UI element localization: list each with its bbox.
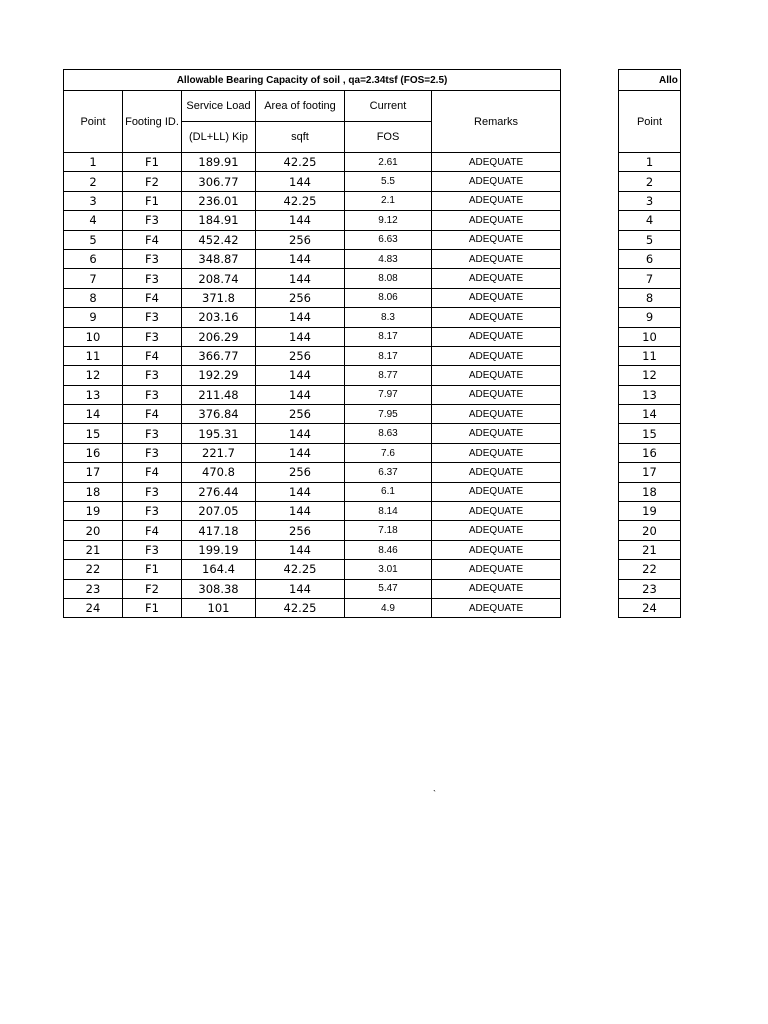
cell-fos: 4.9 bbox=[345, 598, 432, 617]
cell-remarks: ADEQUATE bbox=[432, 346, 561, 365]
cell-footing-id: F1 bbox=[123, 153, 182, 172]
side-table-row bbox=[619, 424, 681, 443]
side-cell-point: 20 bbox=[619, 521, 681, 540]
cell-area: 256 bbox=[256, 521, 345, 540]
header-point: Point bbox=[64, 91, 123, 153]
cell-point: 15 bbox=[64, 424, 123, 443]
cell-area: 144 bbox=[256, 540, 345, 559]
cell-footing-id: F2 bbox=[123, 579, 182, 598]
cell-remarks: ADEQUATE bbox=[432, 482, 561, 501]
cell-service-load: 236.01 bbox=[182, 191, 256, 210]
cell-service-load: 306.77 bbox=[182, 172, 256, 191]
cell-footing-id: F3 bbox=[123, 327, 182, 346]
table-row bbox=[64, 443, 561, 462]
side-cell-point: 3 bbox=[619, 191, 681, 210]
side-table-row bbox=[619, 230, 681, 249]
header-current: Current bbox=[345, 91, 432, 122]
cell-area: 256 bbox=[256, 463, 345, 482]
side-cell-point: 2 bbox=[619, 172, 681, 191]
cell-service-load: 376.84 bbox=[182, 405, 256, 424]
cell-footing-id: F4 bbox=[123, 405, 182, 424]
cell-remarks: ADEQUATE bbox=[432, 521, 561, 540]
table-row bbox=[64, 230, 561, 249]
cell-area: 256 bbox=[256, 405, 345, 424]
cell-footing-id: F3 bbox=[123, 424, 182, 443]
cell-area: 144 bbox=[256, 172, 345, 191]
cell-service-load: 208.74 bbox=[182, 269, 256, 288]
table-row bbox=[64, 346, 561, 365]
cell-service-load: 366.77 bbox=[182, 346, 256, 365]
cell-service-load: 101 bbox=[182, 598, 256, 617]
header-footing-id: Footing ID. bbox=[123, 91, 182, 153]
cell-remarks: ADEQUATE bbox=[432, 405, 561, 424]
header-remarks: Remarks bbox=[432, 91, 561, 153]
cell-area: 144 bbox=[256, 327, 345, 346]
side-table-row bbox=[619, 327, 681, 346]
cell-remarks: ADEQUATE bbox=[432, 502, 561, 521]
side-cell-point: 9 bbox=[619, 308, 681, 327]
table-row bbox=[64, 191, 561, 210]
cell-point: 4 bbox=[64, 211, 123, 230]
side-table-row bbox=[619, 598, 681, 617]
side-cell-point: 14 bbox=[619, 405, 681, 424]
side-table-row bbox=[619, 385, 681, 404]
cell-fos: 8.06 bbox=[345, 288, 432, 307]
cell-footing-id: F4 bbox=[123, 521, 182, 540]
cell-service-load: 203.16 bbox=[182, 308, 256, 327]
table-row bbox=[64, 308, 561, 327]
cell-point: 23 bbox=[64, 579, 123, 598]
cell-fos: 4.83 bbox=[345, 249, 432, 268]
side-table-row bbox=[619, 249, 681, 268]
table-row bbox=[64, 560, 561, 579]
side-table-row bbox=[619, 560, 681, 579]
cell-service-load: 199.19 bbox=[182, 540, 256, 559]
cell-footing-id: F3 bbox=[123, 366, 182, 385]
side-cell-point: 24 bbox=[619, 598, 681, 617]
cell-remarks: ADEQUATE bbox=[432, 443, 561, 462]
cell-point: 17 bbox=[64, 463, 123, 482]
side-table-row bbox=[619, 269, 681, 288]
side-table-row bbox=[619, 288, 681, 307]
table-row bbox=[64, 579, 561, 598]
cell-fos: 3.01 bbox=[345, 560, 432, 579]
cell-remarks: ADEQUATE bbox=[432, 598, 561, 617]
table-row bbox=[64, 172, 561, 191]
cell-remarks: ADEQUATE bbox=[432, 153, 561, 172]
side-cell-point: 1 bbox=[619, 153, 681, 172]
table-row bbox=[64, 249, 561, 268]
cell-remarks: ADEQUATE bbox=[432, 230, 561, 249]
cell-fos: 6.1 bbox=[345, 482, 432, 501]
cell-footing-id: F3 bbox=[123, 540, 182, 559]
cell-area: 144 bbox=[256, 269, 345, 288]
cell-fos: 7.18 bbox=[345, 521, 432, 540]
table-row bbox=[64, 327, 561, 346]
cell-area: 256 bbox=[256, 230, 345, 249]
cell-fos: 8.17 bbox=[345, 346, 432, 365]
table-row bbox=[64, 521, 561, 540]
cell-service-load: 184.91 bbox=[182, 211, 256, 230]
side-cell-point: 16 bbox=[619, 443, 681, 462]
table-row bbox=[64, 288, 561, 307]
side-cell-point: 18 bbox=[619, 482, 681, 501]
cell-area: 144 bbox=[256, 579, 345, 598]
side-table-row bbox=[619, 153, 681, 172]
cell-fos: 9.12 bbox=[345, 211, 432, 230]
cell-fos: 8.77 bbox=[345, 366, 432, 385]
cell-service-load: 371.8 bbox=[182, 288, 256, 307]
cell-footing-id: F3 bbox=[123, 269, 182, 288]
cell-fos: 8.3 bbox=[345, 308, 432, 327]
cell-service-load: 164.4 bbox=[182, 560, 256, 579]
side-cell-point: 23 bbox=[619, 579, 681, 598]
cell-footing-id: F3 bbox=[123, 308, 182, 327]
cell-area: 144 bbox=[256, 308, 345, 327]
header-service-load: Service Load bbox=[182, 91, 256, 122]
cell-area: 144 bbox=[256, 424, 345, 443]
header-area-of-footing: Area of footing bbox=[256, 91, 345, 122]
cell-point: 5 bbox=[64, 230, 123, 249]
cell-fos: 6.37 bbox=[345, 463, 432, 482]
cell-footing-id: F1 bbox=[123, 598, 182, 617]
cell-point: 8 bbox=[64, 288, 123, 307]
cell-point: 7 bbox=[64, 269, 123, 288]
cell-footing-id: F4 bbox=[123, 463, 182, 482]
cell-remarks: ADEQUATE bbox=[432, 540, 561, 559]
cell-area: 42.25 bbox=[256, 560, 345, 579]
cell-fos: 8.08 bbox=[345, 269, 432, 288]
cell-area: 42.25 bbox=[256, 153, 345, 172]
cell-footing-id: F3 bbox=[123, 385, 182, 404]
cell-point: 11 bbox=[64, 346, 123, 365]
cell-footing-id: F4 bbox=[123, 288, 182, 307]
side-table-row bbox=[619, 540, 681, 559]
cell-footing-id: F3 bbox=[123, 482, 182, 501]
cell-remarks: ADEQUATE bbox=[432, 385, 561, 404]
cell-area: 144 bbox=[256, 385, 345, 404]
side-table-row bbox=[619, 579, 681, 598]
cell-point: 10 bbox=[64, 327, 123, 346]
cell-point: 6 bbox=[64, 249, 123, 268]
header-service-load-unit: (DL+LL) Kip bbox=[182, 122, 256, 153]
table-row bbox=[64, 269, 561, 288]
table-row bbox=[64, 153, 561, 172]
side-cell-point: 19 bbox=[619, 502, 681, 521]
cell-remarks: ADEQUATE bbox=[432, 424, 561, 443]
cell-fos: 5.5 bbox=[345, 172, 432, 191]
cell-remarks: ADEQUATE bbox=[432, 308, 561, 327]
cell-fos: 8.17 bbox=[345, 327, 432, 346]
cell-point: 21 bbox=[64, 540, 123, 559]
cell-remarks: ADEQUATE bbox=[432, 579, 561, 598]
cell-remarks: ADEQUATE bbox=[432, 463, 561, 482]
cell-point: 3 bbox=[64, 191, 123, 210]
cell-remarks: ADEQUATE bbox=[432, 327, 561, 346]
table-row bbox=[64, 366, 561, 385]
cell-area: 144 bbox=[256, 443, 345, 462]
side-cell-point: 8 bbox=[619, 288, 681, 307]
table-row bbox=[64, 502, 561, 521]
side-table-row bbox=[619, 346, 681, 365]
cell-fos: 2.61 bbox=[345, 153, 432, 172]
side-table-title: Allo bbox=[619, 70, 681, 91]
cell-remarks: ADEQUATE bbox=[432, 172, 561, 191]
cell-footing-id: F3 bbox=[123, 502, 182, 521]
cell-remarks: ADEQUATE bbox=[432, 288, 561, 307]
side-table-row bbox=[619, 308, 681, 327]
cell-service-load: 348.87 bbox=[182, 249, 256, 268]
table-row bbox=[64, 385, 561, 404]
side-cell-point: 13 bbox=[619, 385, 681, 404]
side-table-row bbox=[619, 405, 681, 424]
cell-point: 14 bbox=[64, 405, 123, 424]
cell-area: 144 bbox=[256, 366, 345, 385]
cell-area: 144 bbox=[256, 502, 345, 521]
cell-point: 9 bbox=[64, 308, 123, 327]
cell-fos: 2.1 bbox=[345, 191, 432, 210]
stray-mark: ` bbox=[433, 789, 436, 799]
side-table-row bbox=[619, 482, 681, 501]
cell-service-load: 276.44 bbox=[182, 482, 256, 501]
cell-fos: 5.47 bbox=[345, 579, 432, 598]
cell-point: 22 bbox=[64, 560, 123, 579]
cell-point: 13 bbox=[64, 385, 123, 404]
cell-fos: 7.95 bbox=[345, 405, 432, 424]
header-area-unit: sqft bbox=[256, 122, 345, 153]
cell-service-load: 192.29 bbox=[182, 366, 256, 385]
cell-remarks: ADEQUATE bbox=[432, 560, 561, 579]
table-title: Allowable Bearing Capacity of soil , qa=2.34tsf (FOS=2.5) bbox=[64, 70, 561, 91]
cell-point: 16 bbox=[64, 443, 123, 462]
side-cell-point: 5 bbox=[619, 230, 681, 249]
bearing-capacity-table bbox=[63, 69, 561, 618]
side-cell-point: 4 bbox=[619, 211, 681, 230]
cell-area: 42.25 bbox=[256, 191, 345, 210]
side-cell-point: 21 bbox=[619, 540, 681, 559]
side-cell-point: 6 bbox=[619, 249, 681, 268]
cell-service-load: 221.7 bbox=[182, 443, 256, 462]
cell-remarks: ADEQUATE bbox=[432, 269, 561, 288]
cell-footing-id: F3 bbox=[123, 443, 182, 462]
header-fos: FOS bbox=[345, 122, 432, 153]
table-row bbox=[64, 540, 561, 559]
cell-footing-id: F1 bbox=[123, 191, 182, 210]
cell-area: 42.25 bbox=[256, 598, 345, 617]
cell-point: 24 bbox=[64, 598, 123, 617]
cell-service-load: 308.38 bbox=[182, 579, 256, 598]
cell-area: 256 bbox=[256, 346, 345, 365]
table-row bbox=[64, 598, 561, 617]
side-table-partial bbox=[618, 69, 681, 618]
cell-point: 2 bbox=[64, 172, 123, 191]
side-table-row bbox=[619, 191, 681, 210]
cell-fos: 6.63 bbox=[345, 230, 432, 249]
cell-point: 1 bbox=[64, 153, 123, 172]
table-row bbox=[64, 463, 561, 482]
side-table-row bbox=[619, 172, 681, 191]
cell-point: 18 bbox=[64, 482, 123, 501]
table-row bbox=[64, 482, 561, 501]
cell-service-load: 470.8 bbox=[182, 463, 256, 482]
cell-service-load: 417.18 bbox=[182, 521, 256, 540]
cell-fos: 7.97 bbox=[345, 385, 432, 404]
side-cell-point: 15 bbox=[619, 424, 681, 443]
cell-point: 12 bbox=[64, 366, 123, 385]
cell-area: 256 bbox=[256, 288, 345, 307]
side-header-point: Point bbox=[619, 91, 681, 153]
cell-service-load: 207.05 bbox=[182, 502, 256, 521]
side-table-row bbox=[619, 211, 681, 230]
cell-footing-id: F3 bbox=[123, 211, 182, 230]
cell-footing-id: F2 bbox=[123, 172, 182, 191]
side-cell-point: 10 bbox=[619, 327, 681, 346]
cell-remarks: ADEQUATE bbox=[432, 211, 561, 230]
table-row bbox=[64, 211, 561, 230]
side-table-row bbox=[619, 366, 681, 385]
cell-fos: 8.14 bbox=[345, 502, 432, 521]
cell-remarks: ADEQUATE bbox=[432, 249, 561, 268]
cell-point: 20 bbox=[64, 521, 123, 540]
side-cell-point: 12 bbox=[619, 366, 681, 385]
side-cell-point: 7 bbox=[619, 269, 681, 288]
cell-point: 19 bbox=[64, 502, 123, 521]
cell-remarks: ADEQUATE bbox=[432, 191, 561, 210]
side-cell-point: 22 bbox=[619, 560, 681, 579]
side-table-row bbox=[619, 521, 681, 540]
cell-service-load: 452.42 bbox=[182, 230, 256, 249]
cell-service-load: 189.91 bbox=[182, 153, 256, 172]
cell-remarks: ADEQUATE bbox=[432, 366, 561, 385]
cell-area: 144 bbox=[256, 211, 345, 230]
side-cell-point: 17 bbox=[619, 463, 681, 482]
cell-footing-id: F3 bbox=[123, 249, 182, 268]
cell-footing-id: F4 bbox=[123, 230, 182, 249]
cell-footing-id: F4 bbox=[123, 346, 182, 365]
table-row bbox=[64, 424, 561, 443]
cell-service-load: 195.31 bbox=[182, 424, 256, 443]
cell-fos: 8.46 bbox=[345, 540, 432, 559]
cell-fos: 7.6 bbox=[345, 443, 432, 462]
side-table-row bbox=[619, 443, 681, 462]
cell-service-load: 206.29 bbox=[182, 327, 256, 346]
side-table-row bbox=[619, 463, 681, 482]
cell-footing-id: F1 bbox=[123, 560, 182, 579]
cell-fos: 8.63 bbox=[345, 424, 432, 443]
cell-area: 144 bbox=[256, 249, 345, 268]
cell-service-load: 211.48 bbox=[182, 385, 256, 404]
cell-area: 144 bbox=[256, 482, 345, 501]
side-cell-point: 11 bbox=[619, 346, 681, 365]
side-table-row bbox=[619, 502, 681, 521]
table-row bbox=[64, 405, 561, 424]
